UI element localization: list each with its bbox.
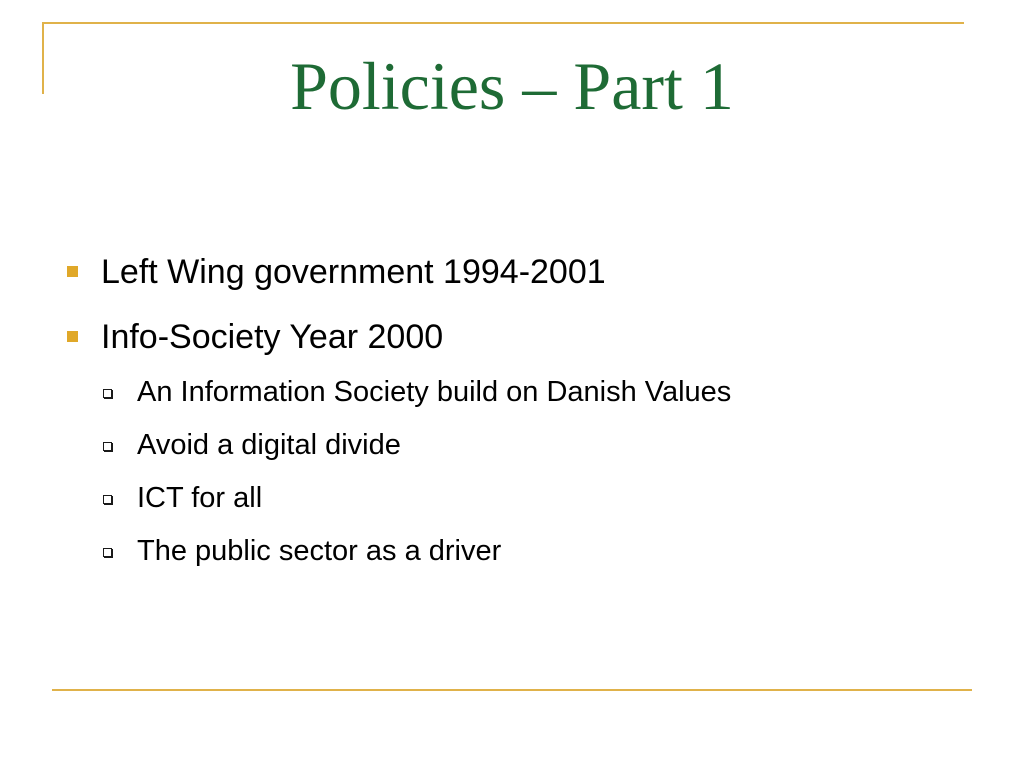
- hollow-square-bullet-icon: [103, 548, 112, 557]
- square-bullet-icon: [67, 331, 78, 342]
- bullet-text: Left Wing government 1994-2001: [101, 253, 606, 291]
- slide-title: Policies – Part 1: [290, 48, 734, 124]
- sub-bullet-text: The public sector as a driver: [137, 535, 502, 567]
- frame-bottom-rule: [52, 689, 972, 691]
- sub-bullet-text: An Information Society build on Danish Values: [137, 376, 732, 408]
- bullet-text: Info-Society Year 2000: [101, 318, 444, 356]
- sub-bullet-item: [137, 534, 501, 568]
- hollow-square-bullet-icon: [103, 389, 112, 398]
- sub-bullet-item: [137, 375, 731, 409]
- hollow-square-bullet-icon: [103, 442, 112, 451]
- hollow-square-bullet-icon: [103, 495, 112, 504]
- sub-bullet-text: Avoid a digital divide: [137, 429, 401, 461]
- sub-bullet-text: ICT for all: [137, 482, 263, 514]
- bullet-item: [101, 317, 443, 357]
- square-bullet-icon: [67, 266, 78, 277]
- sub-bullet-item: [137, 481, 262, 515]
- bullet-item: [101, 252, 606, 292]
- sub-bullet-item: [137, 428, 401, 462]
